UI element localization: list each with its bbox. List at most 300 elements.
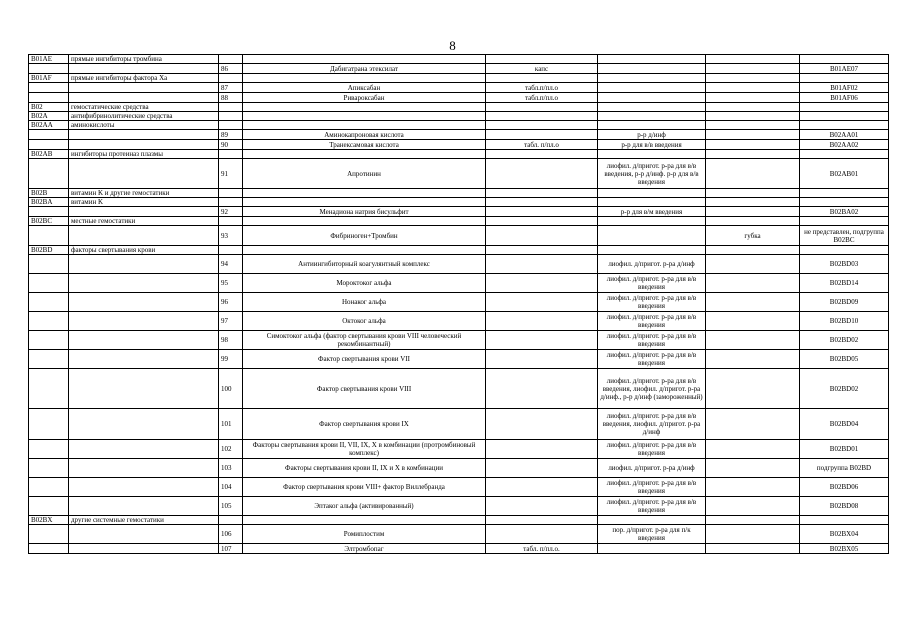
- atc-group-label: гемостатические средства: [69, 103, 219, 112]
- item-number: 90: [219, 140, 243, 150]
- drug-name: Апиксабан: [243, 83, 486, 93]
- item-number: 86: [219, 64, 243, 74]
- empty-cell: [219, 198, 243, 207]
- empty-cell: [29, 312, 69, 331]
- empty-cell: [486, 112, 598, 121]
- dosage-form-other: [706, 544, 800, 554]
- dosage-form-other: [706, 409, 800, 440]
- empty-cell: [598, 55, 706, 64]
- empty-cell: [486, 246, 598, 255]
- drug-name: Фибриноген+Тромбин: [243, 226, 486, 246]
- item-number: 98: [219, 331, 243, 350]
- dosage-form-other: [706, 207, 800, 217]
- drug-name: Факторы свертывания крови II, IX и X в комбинации: [243, 459, 486, 478]
- empty-cell: [800, 55, 889, 64]
- dosage-form-other: [706, 159, 800, 189]
- dosage-form-solutions: [598, 64, 706, 74]
- empty-cell: [706, 55, 800, 64]
- dosage-form-other: [706, 312, 800, 331]
- empty-cell: [69, 409, 219, 440]
- dosage-form-tablets: [486, 226, 598, 246]
- drug-name: Дабигатрана этексилат: [243, 64, 486, 74]
- empty-cell: [29, 497, 69, 516]
- dosage-form-solutions: [598, 544, 706, 554]
- atc-group-code: B02AA: [29, 121, 69, 130]
- atc-code: B01AF02: [800, 83, 889, 93]
- dosage-form-other: [706, 83, 800, 93]
- dosage-form-other: [706, 64, 800, 74]
- drug-name: Ривароксабан: [243, 93, 486, 103]
- table-row: [29, 130, 889, 140]
- empty-cell: [29, 274, 69, 293]
- item-number: 88: [219, 93, 243, 103]
- empty-cell: [243, 198, 486, 207]
- empty-cell: [243, 150, 486, 159]
- empty-cell: [243, 112, 486, 121]
- empty-cell: [69, 226, 219, 246]
- dosage-form-other: [706, 255, 800, 274]
- empty-cell: [29, 226, 69, 246]
- atc-code: B02BD03: [800, 255, 889, 274]
- atc-code: B02BX04: [800, 525, 889, 544]
- dosage-form-other: [706, 497, 800, 516]
- dosage-form-tablets: [486, 331, 598, 350]
- empty-cell: [219, 55, 243, 64]
- drug-name: Эптаког альфа (активированный): [243, 497, 486, 516]
- table-row: [29, 350, 889, 369]
- group-row: [29, 103, 889, 112]
- empty-cell: [486, 121, 598, 130]
- atc-group-code: B02BX: [29, 516, 69, 525]
- empty-cell: [69, 293, 219, 312]
- drug-name: Нонаког альфа: [243, 293, 486, 312]
- empty-cell: [69, 83, 219, 93]
- atc-code: B01AE07: [800, 64, 889, 74]
- atc-code: B02BX05: [800, 544, 889, 554]
- empty-cell: [69, 130, 219, 140]
- empty-cell: [243, 217, 486, 226]
- atc-group-label: антифибринолитические средства: [69, 112, 219, 121]
- dosage-form-tablets: табл. п/пл.о: [486, 140, 598, 150]
- empty-cell: [29, 255, 69, 274]
- dosage-form-other: [706, 140, 800, 150]
- empty-cell: [243, 103, 486, 112]
- empty-cell: [29, 83, 69, 93]
- item-number: 95: [219, 274, 243, 293]
- empty-cell: [800, 121, 889, 130]
- item-number: 101: [219, 409, 243, 440]
- drug-name: Антиингибиторный коагулянтный комплекс: [243, 255, 486, 274]
- atc-code: B02BD14: [800, 274, 889, 293]
- table-row: [29, 369, 889, 409]
- empty-cell: [800, 150, 889, 159]
- atc-group-code: B01AE: [29, 55, 69, 64]
- empty-cell: [219, 217, 243, 226]
- empty-cell: [29, 478, 69, 497]
- dosage-form-other: [706, 293, 800, 312]
- dosage-form-tablets: [486, 159, 598, 189]
- empty-cell: [243, 74, 486, 83]
- dosage-form-solutions: лиофил. д/пригот. р-ра для в/в введения: [598, 350, 706, 369]
- empty-cell: [486, 74, 598, 83]
- dosage-form-solutions: лиофил. д/пригот. р-ра для в/в введения, лиофил. д/пригот. р-ра д/инф: [598, 409, 706, 440]
- table-row: [29, 83, 889, 93]
- empty-cell: [706, 516, 800, 525]
- empty-cell: [29, 331, 69, 350]
- empty-cell: [29, 64, 69, 74]
- atc-code: B02BD06: [800, 478, 889, 497]
- empty-cell: [29, 159, 69, 189]
- empty-cell: [706, 246, 800, 255]
- dosage-form-tablets: [486, 459, 598, 478]
- table-row: [29, 459, 889, 478]
- dosage-form-solutions: лиофил. д/пригот. р-ра для в/в введения: [598, 440, 706, 459]
- empty-cell: [69, 350, 219, 369]
- group-row: [29, 217, 889, 226]
- dosage-form-tablets: табл. п/пл.о.: [486, 544, 598, 554]
- atc-code: не представлен, подгруппа B02BC: [800, 226, 889, 246]
- empty-cell: [800, 516, 889, 525]
- dosage-form-tablets: [486, 409, 598, 440]
- empty-cell: [706, 198, 800, 207]
- empty-cell: [29, 525, 69, 544]
- atc-code: B01AF06: [800, 93, 889, 103]
- drug-name: Элтромбопаг: [243, 544, 486, 554]
- item-number: 102: [219, 440, 243, 459]
- atc-code: B02AA02: [800, 140, 889, 150]
- atc-group-label: другие системные гемостатики: [69, 516, 219, 525]
- empty-cell: [706, 103, 800, 112]
- empty-cell: [29, 293, 69, 312]
- empty-cell: [598, 217, 706, 226]
- atc-code: B02BD02: [800, 331, 889, 350]
- dosage-form-other: [706, 525, 800, 544]
- drug-name: Транексамовая кислота: [243, 140, 486, 150]
- atc-code: B02BD01: [800, 440, 889, 459]
- drug-name: Менадиона натрия бисульфит: [243, 207, 486, 217]
- empty-cell: [243, 55, 486, 64]
- item-number: 96: [219, 293, 243, 312]
- atc-code: B02BD05: [800, 350, 889, 369]
- dosage-form-tablets: [486, 312, 598, 331]
- empty-cell: [486, 150, 598, 159]
- dosage-form-other: [706, 369, 800, 409]
- empty-cell: [598, 516, 706, 525]
- dosage-form-tablets: [486, 369, 598, 409]
- atc-group-code: B02BC: [29, 217, 69, 226]
- dosage-form-tablets: [486, 255, 598, 274]
- empty-cell: [69, 312, 219, 331]
- atc-group-label: прямые ингибиторы тромбина: [69, 55, 219, 64]
- dosage-form-solutions: лиофил. д/пригот. р-ра д/инф: [598, 459, 706, 478]
- empty-cell: [69, 255, 219, 274]
- dosage-form-other: [706, 459, 800, 478]
- atc-code: B02BD10: [800, 312, 889, 331]
- table-row: [29, 226, 889, 246]
- atc-group-code: B01AF: [29, 74, 69, 83]
- dosage-form-solutions: лиофил. д/пригот. р-ра для в/в введения, р-р д/инф. р-р для в/в введения: [598, 159, 706, 189]
- dosage-form-tablets: [486, 274, 598, 293]
- dosage-form-solutions: лиофил. д/пригот. р-ра для в/в введения: [598, 312, 706, 331]
- dosage-form-tablets: [486, 497, 598, 516]
- dosage-form-solutions: р-р для в/в введения: [598, 140, 706, 150]
- empty-cell: [243, 516, 486, 525]
- empty-cell: [69, 544, 219, 554]
- item-number: 100: [219, 369, 243, 409]
- dosage-form-solutions: лиофил. д/пригот. р-ра для в/в введения: [598, 478, 706, 497]
- empty-cell: [29, 350, 69, 369]
- atc-group-code: B02AB: [29, 150, 69, 159]
- group-row: [29, 112, 889, 121]
- atc-code: подгруппа B02BD: [800, 459, 889, 478]
- empty-cell: [219, 516, 243, 525]
- drug-name: Аминокапроновая кислота: [243, 130, 486, 140]
- dosage-form-solutions: лиофил. д/пригот. р-ра для в/в введения: [598, 274, 706, 293]
- empty-cell: [69, 525, 219, 544]
- item-number: 97: [219, 312, 243, 331]
- empty-cell: [219, 121, 243, 130]
- atc-code: B02BD09: [800, 293, 889, 312]
- dosage-form-solutions: лиофил. д/пригот. р-ра д/инф: [598, 255, 706, 274]
- item-number: 93: [219, 226, 243, 246]
- dosage-form-solutions: [598, 83, 706, 93]
- item-number: 94: [219, 255, 243, 274]
- empty-cell: [486, 516, 598, 525]
- item-number: 107: [219, 544, 243, 554]
- drug-name: Фактор свертывания крови VIII: [243, 369, 486, 409]
- empty-cell: [598, 150, 706, 159]
- drug-name: Мороктоког альфа: [243, 274, 486, 293]
- page-number: 8: [449, 38, 456, 53]
- dosage-form-solutions: р-р для в/м введения: [598, 207, 706, 217]
- item-number: 99: [219, 350, 243, 369]
- atc-code: B02AA01: [800, 130, 889, 140]
- atc-group-code: B02B: [29, 189, 69, 198]
- group-row: [29, 198, 889, 207]
- atc-group-label: витамин K: [69, 198, 219, 207]
- dosage-form-solutions: лиофил. д/пригот. р-ра для в/в введения, лиофил. д/пригот. р-ра д/инф., р-р д/инф (замороженный): [598, 369, 706, 409]
- group-row: [29, 189, 889, 198]
- atc-group-code: B02: [29, 103, 69, 112]
- dosage-form-solutions: [598, 93, 706, 103]
- dosage-form-tablets: [486, 350, 598, 369]
- item-number: 87: [219, 83, 243, 93]
- atc-group-code: B02BA: [29, 198, 69, 207]
- drug-name: Симоктоког альфа (фактор свертывания крови VIII человеческий рекомбинантный): [243, 331, 486, 350]
- empty-cell: [706, 189, 800, 198]
- empty-cell: [800, 103, 889, 112]
- item-number: 104: [219, 478, 243, 497]
- empty-cell: [69, 140, 219, 150]
- empty-cell: [800, 74, 889, 83]
- dosage-form-tablets: [486, 293, 598, 312]
- empty-cell: [219, 74, 243, 83]
- dosage-form-tablets: [486, 525, 598, 544]
- drug-name: Ромиплостим: [243, 525, 486, 544]
- table-row: [29, 255, 889, 274]
- table-row: [29, 544, 889, 554]
- dosage-form-other: [706, 130, 800, 140]
- empty-cell: [219, 150, 243, 159]
- empty-cell: [219, 246, 243, 255]
- empty-cell: [598, 246, 706, 255]
- dosage-form-tablets: [486, 130, 598, 140]
- empty-cell: [598, 121, 706, 130]
- empty-cell: [598, 198, 706, 207]
- empty-cell: [29, 93, 69, 103]
- table-row: [29, 409, 889, 440]
- empty-cell: [598, 112, 706, 121]
- atc-group-code: B02BD: [29, 246, 69, 255]
- table-row: [29, 93, 889, 103]
- atc-group-label: ингибиторы протеиназ плазмы: [69, 150, 219, 159]
- atc-group-code: B02A: [29, 112, 69, 121]
- empty-cell: [219, 189, 243, 198]
- empty-cell: [29, 140, 69, 150]
- empty-cell: [486, 55, 598, 64]
- drug-name: Апротинин: [243, 159, 486, 189]
- empty-cell: [69, 497, 219, 516]
- empty-cell: [29, 207, 69, 217]
- atc-group-label: местные гемостатики: [69, 217, 219, 226]
- empty-cell: [29, 409, 69, 440]
- dosage-form-solutions: [598, 226, 706, 246]
- empty-cell: [69, 440, 219, 459]
- empty-cell: [69, 64, 219, 74]
- table-row: [29, 525, 889, 544]
- group-row: [29, 150, 889, 159]
- empty-cell: [706, 74, 800, 83]
- dosage-form-tablets: табл.п/пл.о: [486, 83, 598, 93]
- empty-cell: [29, 440, 69, 459]
- empty-cell: [706, 112, 800, 121]
- empty-cell: [29, 130, 69, 140]
- drug-name: Фактор свертывания крови VII: [243, 350, 486, 369]
- empty-cell: [29, 459, 69, 478]
- dosage-form-other: [706, 274, 800, 293]
- empty-cell: [598, 103, 706, 112]
- dosage-form-other: [706, 331, 800, 350]
- empty-cell: [69, 93, 219, 103]
- atc-group-label: прямые ингибиторы фактора Xa: [69, 74, 219, 83]
- drug-name: Фактор свертывания крови VIII+ фактор Виллебранда: [243, 478, 486, 497]
- atc-group-label: витамин K и другие гемостатики: [69, 189, 219, 198]
- dosage-form-solutions: лиофил. д/пригот. р-ра для в/в введения: [598, 293, 706, 312]
- empty-cell: [69, 207, 219, 217]
- drug-name: Фактор свертывания крови IX: [243, 409, 486, 440]
- empty-cell: [598, 74, 706, 83]
- empty-cell: [800, 189, 889, 198]
- table-body: [29, 55, 889, 554]
- empty-cell: [706, 121, 800, 130]
- empty-cell: [800, 217, 889, 226]
- drug-name: Факторы свертывания крови II, VII, IX, X в комбинации (протромбиновый комплекс): [243, 440, 486, 459]
- atc-code: B02AB01: [800, 159, 889, 189]
- group-row: [29, 74, 889, 83]
- atc-group-label: аминокислоты: [69, 121, 219, 130]
- empty-cell: [486, 189, 598, 198]
- item-number: 91: [219, 159, 243, 189]
- dosage-form-solutions: р-р д/инф: [598, 130, 706, 140]
- item-number: 105: [219, 497, 243, 516]
- empty-cell: [29, 544, 69, 554]
- table-row: [29, 64, 889, 74]
- empty-cell: [69, 369, 219, 409]
- empty-cell: [219, 112, 243, 121]
- dosage-form-other: [706, 93, 800, 103]
- empty-cell: [69, 478, 219, 497]
- empty-cell: [486, 217, 598, 226]
- table-row: [29, 140, 889, 150]
- dosage-form-other: губка: [706, 226, 800, 246]
- table-row: [29, 478, 889, 497]
- atc-code: B02BA02: [800, 207, 889, 217]
- empty-cell: [706, 150, 800, 159]
- atc-code: B02BD04: [800, 409, 889, 440]
- empty-cell: [29, 369, 69, 409]
- table-row: [29, 159, 889, 189]
- table-row: [29, 440, 889, 459]
- dosage-form-other: [706, 440, 800, 459]
- drug-table: [28, 54, 889, 554]
- group-row: [29, 55, 889, 64]
- dosage-form-tablets: табл.п/пл.о: [486, 93, 598, 103]
- item-number: 92: [219, 207, 243, 217]
- dosage-form-solutions: лиофил. д/пригот. р-ра для в/в введения: [598, 331, 706, 350]
- group-row: [29, 516, 889, 525]
- table-row: [29, 207, 889, 217]
- table-row: [29, 331, 889, 350]
- empty-cell: [706, 217, 800, 226]
- empty-cell: [486, 103, 598, 112]
- table-row: [29, 312, 889, 331]
- empty-cell: [486, 198, 598, 207]
- empty-cell: [800, 198, 889, 207]
- atc-code: B02BD08: [800, 497, 889, 516]
- dosage-form-solutions: лиофил. д/пригот. р-ра для в/в введения: [598, 497, 706, 516]
- group-row: [29, 246, 889, 255]
- empty-cell: [800, 112, 889, 121]
- dosage-form-tablets: капс: [486, 64, 598, 74]
- dosage-form-other: [706, 350, 800, 369]
- table-row: [29, 497, 889, 516]
- empty-cell: [243, 121, 486, 130]
- empty-cell: [69, 274, 219, 293]
- empty-cell: [219, 103, 243, 112]
- empty-cell: [243, 189, 486, 198]
- dosage-form-tablets: [486, 440, 598, 459]
- drug-name: Октоког альфа: [243, 312, 486, 331]
- item-number: 103: [219, 459, 243, 478]
- item-number: 89: [219, 130, 243, 140]
- empty-cell: [800, 246, 889, 255]
- empty-cell: [69, 459, 219, 478]
- empty-cell: [598, 189, 706, 198]
- dosage-form-solutions: пор. д/пригот. р-ра для п/к введения: [598, 525, 706, 544]
- empty-cell: [69, 331, 219, 350]
- dosage-form-other: [706, 478, 800, 497]
- empty-cell: [69, 159, 219, 189]
- atc-code: B02BD02: [800, 369, 889, 409]
- dosage-form-tablets: [486, 207, 598, 217]
- group-row: [29, 121, 889, 130]
- dosage-form-tablets: [486, 478, 598, 497]
- table-row: [29, 293, 889, 312]
- item-number: 106: [219, 525, 243, 544]
- empty-cell: [243, 246, 486, 255]
- atc-group-label: факторы свертывания крови: [69, 246, 219, 255]
- table-row: [29, 274, 889, 293]
